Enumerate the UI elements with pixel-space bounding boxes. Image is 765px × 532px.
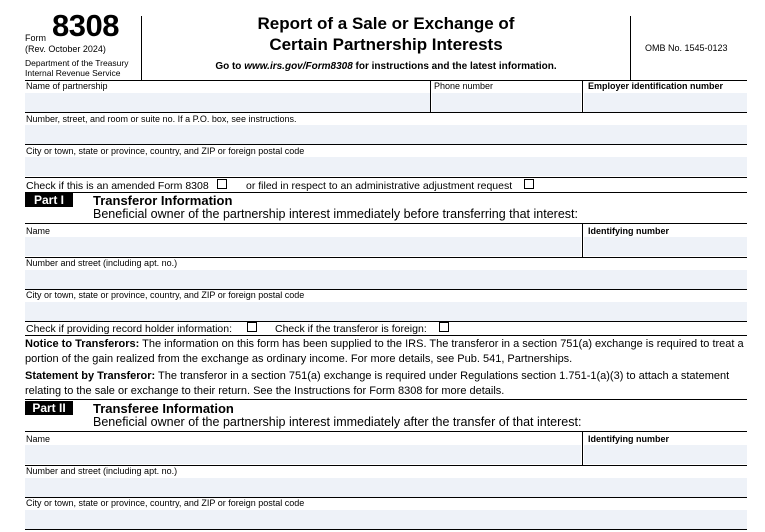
transferor-city-field[interactable] xyxy=(25,302,747,321)
phone-number-field[interactable] xyxy=(432,93,581,112)
form-title xyxy=(142,13,630,55)
form-header xyxy=(0,0,765,80)
instructions-line: Go to www.irs.gov/Form8308 for instructions and the latest information. xyxy=(215,61,557,72)
notice-heading: Notice to Transferors: xyxy=(25,338,140,350)
transferee-name-field[interactable] xyxy=(25,445,581,464)
record-holder-label: Check if providing record holder information: xyxy=(26,323,233,335)
agency-line: Internal Revenue Service xyxy=(25,68,121,78)
transferor-foreign-label: Check if the transferor is foreign: xyxy=(275,323,427,335)
transferor-street-field[interactable] xyxy=(25,270,747,289)
rule xyxy=(25,112,747,113)
transferor-name-label: Name xyxy=(26,226,51,236)
transferee-city-field[interactable] xyxy=(25,510,747,529)
notice-to-transferors xyxy=(25,337,751,367)
amended-checkbox[interactable] xyxy=(217,179,227,189)
transferee-city-label: City or town, state or province, country, and ZIP or foreign postal code xyxy=(26,498,305,508)
form-number: 8308 xyxy=(52,8,119,43)
partnership-name-label: Name of partnership xyxy=(26,81,108,91)
form-revision: (Rev. October 2024) xyxy=(25,44,106,54)
statement-heading: Statement by Transferor: xyxy=(25,370,156,382)
partnership-street-field[interactable] xyxy=(25,125,747,144)
transferor-name-field[interactable] xyxy=(25,237,581,256)
part2-title: Transferee Information xyxy=(93,401,234,416)
part1-subtitle: Beneficial owner of the partnership interest immediately before transferring that interest: xyxy=(93,207,578,221)
rule xyxy=(25,399,747,400)
form-word: Form xyxy=(25,33,46,43)
rule xyxy=(25,177,747,178)
partnership-name-field[interactable] xyxy=(25,93,430,112)
transferor-id-label: Identifying number xyxy=(588,226,669,236)
transferee-id-label: Identifying number xyxy=(588,434,669,444)
ein-field[interactable] xyxy=(584,93,747,112)
transferor-id-divider xyxy=(582,223,583,257)
record-holder-checkbox[interactable] xyxy=(247,322,257,332)
transferee-id-field[interactable] xyxy=(584,445,747,464)
amended-label: Check if this is an amended Form 8308 xyxy=(26,180,209,192)
ein-label: Employer identification number xyxy=(588,81,724,91)
aar-checkbox[interactable] xyxy=(524,179,534,189)
rule xyxy=(25,144,747,145)
rule xyxy=(25,529,747,530)
notice-text: The information on this form has been supplied to the IRS. The transferor in a section 751(a) exchange is required to treat a portion of the gain realized from the exchange as ordinary income. For more details, see Pub. 541, Partnerships. xyxy=(25,338,744,365)
rule xyxy=(25,321,747,322)
ein-divider xyxy=(582,80,583,113)
irs-link[interactable]: www.irs.gov/Form8308 xyxy=(244,61,353,72)
form-title-line2: Certain Partnership Interests xyxy=(269,35,503,54)
part1-title: Transferor Information xyxy=(93,193,233,208)
transferee-street-field[interactable] xyxy=(25,478,747,497)
rule xyxy=(25,335,747,336)
rule xyxy=(25,431,747,432)
transferor-city-label: City or town, state or province, country, and ZIP or foreign postal code xyxy=(26,290,305,300)
aar-label: or filed in respect to an administrative adjustment request xyxy=(246,180,513,192)
partnership-city-label: City or town, state or province, country, and ZIP or foreign postal code xyxy=(26,146,305,156)
part2-subtitle: Beneficial owner of the partnership interest immediately after the transfer of that interest: xyxy=(93,415,582,429)
transferee-street-label: Number and street (including apt. no.) xyxy=(26,466,178,476)
phone-number-label: Phone number xyxy=(434,81,494,91)
transferor-id-field[interactable] xyxy=(584,237,747,256)
rule xyxy=(25,223,747,224)
transferee-name-label: Name xyxy=(26,434,51,444)
part1-badge: Part I xyxy=(25,193,73,207)
header-divider-right xyxy=(630,16,631,80)
department-line: Department of the Treasury xyxy=(25,58,129,68)
transferor-foreign-checkbox[interactable] xyxy=(439,322,449,332)
form-title-line1: Report of a Sale or Exchange of xyxy=(257,14,515,33)
statement-text: The transferor in a section 751(a) exchange is required under Regulations section 1.751-1(a)(3) to attach a statement relating to the sale or exchange to their return. See the Instructions for Form 8308 for more details. xyxy=(25,370,730,397)
statement-by-transferor xyxy=(25,369,751,399)
omb-number: OMB No. 1545-0123 xyxy=(645,43,728,53)
partnership-street-label: Number, street, and room or suite no. If a P.O. box, see instructions. xyxy=(26,114,297,124)
transferor-street-label: Number and street (including apt. no.) xyxy=(26,258,178,268)
part2-badge: Part II xyxy=(25,401,73,415)
transferee-id-divider xyxy=(582,431,583,465)
phone-divider xyxy=(430,80,431,113)
partnership-city-field[interactable] xyxy=(25,157,747,176)
